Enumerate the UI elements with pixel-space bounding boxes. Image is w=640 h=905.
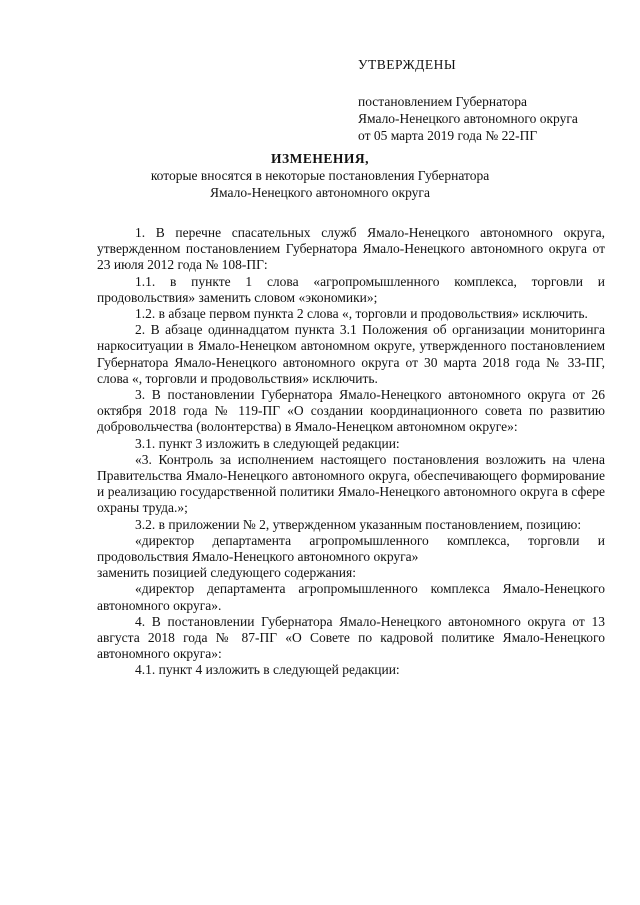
approval-heading: УТВЕРЖДЕНЫ xyxy=(358,57,457,72)
paragraph: «3. Контроль за исполнением настоящего постановления возложить на члена Правительства Ямало-Ненецкого автономного округа, обеспечивающего формирование и реализацию государственной политики Ямало-Ненецкого автономного округа в сфере охраны труда.»; xyxy=(97,451,605,516)
title-heading: ИЗМЕНЕНИЯ, xyxy=(270,151,369,166)
approval-line: постановлением Губернатора xyxy=(358,94,527,109)
approval-block xyxy=(358,56,608,144)
paragraph: 2. В абзаце одиннадцатом пункта 3.1 Положения об организации мониторинга наркоситуации в Ямало-Ненецком автономном округе, утвержденного постановлением Губернатора Ямало-Ненецкого автономного округа от 30 марта 2018 года № 33-ПГ, слова «, торговли и продовольствия» исключить. xyxy=(97,322,605,386)
approval-line: Ямало-Ненецкого автономного округа xyxy=(358,111,578,126)
paragraph: 3.1. пункт 3 изложить в следующей редакции: xyxy=(135,435,400,451)
paragraph: 1.1. в пункте 1 слова «агропромышленного комплекса, торговли и продовольствия» заменить словом «экономики»; xyxy=(97,273,605,305)
title-subtitle-line: Ямало-Ненецкого автономного округа xyxy=(210,185,430,200)
paragraph: 1.2. в абзаце первом пункта 2 слова «, торговли и продовольствия» исключить. xyxy=(135,306,588,322)
paragraph: 4.1. пункт 4 изложить в следующей редакции: xyxy=(135,662,400,678)
document-title xyxy=(0,150,640,201)
title-subtitle-line: которые вносятся в некоторые постановления Губернатора xyxy=(150,168,490,183)
paragraph: 3.2. в приложении № 2, утвержденном указанным постановлением, позицию: xyxy=(135,516,582,532)
paragraph: «директор департамента агропромышленного комплекса Ямало-Ненецкого автономного округа». xyxy=(97,581,605,613)
paragraph: 1. В перечне спасательных служб Ямало-Ненецкого автономного округа, утвержденном постановлением Губернатора Ямало-Ненецкого автономного округа от 23 июля 2012 года № 108-ПГ: xyxy=(97,225,605,273)
approval-line: от 05 марта 2019 года № 22-ПГ xyxy=(358,128,538,143)
document-body xyxy=(97,225,605,679)
paragraph: заменить позицией следующего содержания: xyxy=(97,565,356,581)
paragraph: 4. В постановлении Губернатора Ямало-Ненецкого автономного округа от 13 августа 2018 года № 87-ПГ «О Совете по кадровой политике Ямало-Ненецкого автономного округа»: xyxy=(97,613,605,662)
paragraph: 3. В постановлении Губернатора Ямало-Ненецкого автономного округа от 26 октября 2018 года № 119-ПГ «О создании координационного совета по развитию добровольчества (волонтерства) в Ямало-Ненецком автономном округе»: xyxy=(97,387,605,435)
paragraph: «директор департамента агропромышленного комплекса, торговли и продовольствия Ямало-Ненецкого автономного округа» xyxy=(97,532,605,565)
